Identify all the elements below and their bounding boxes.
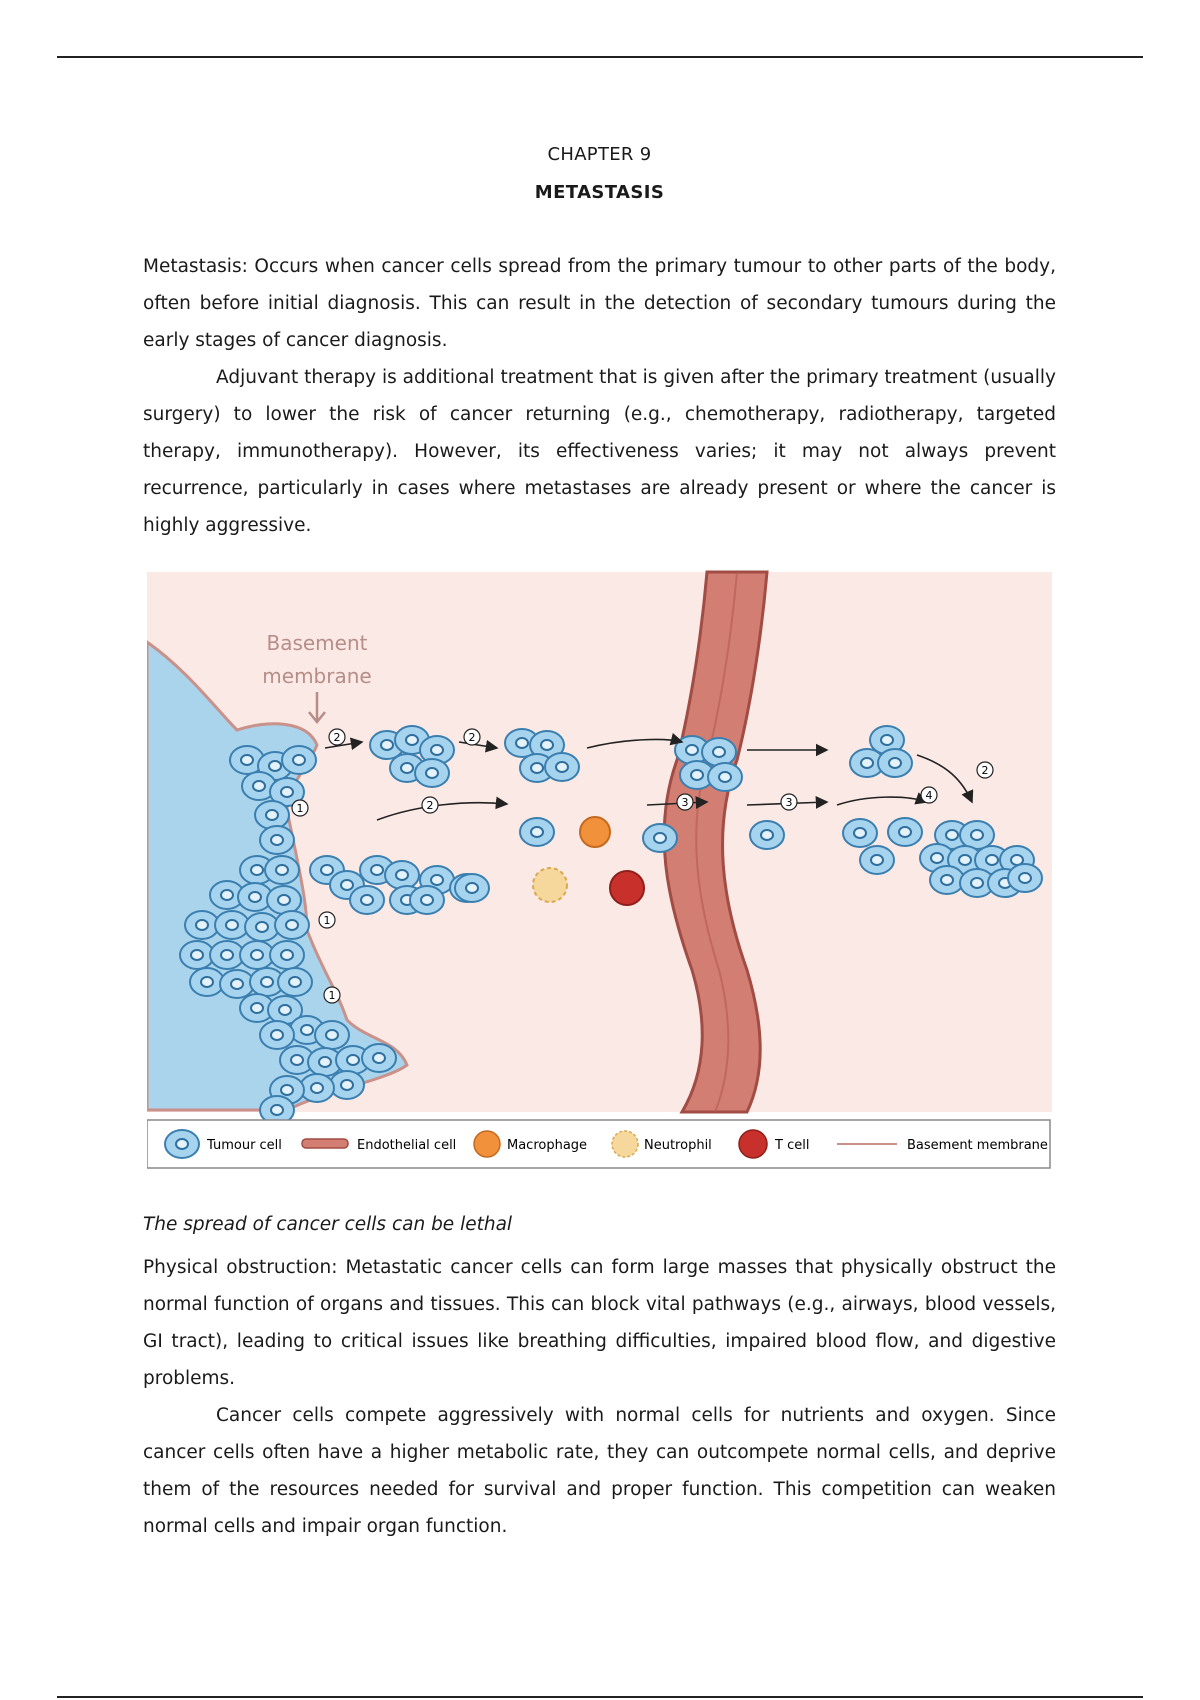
step-3-badge: 3 bbox=[681, 796, 689, 809]
t-cell-icon bbox=[739, 1130, 767, 1158]
top-rule bbox=[57, 56, 1143, 58]
legend-label-neutrophil: Neutrophil bbox=[644, 1138, 712, 1153]
section-heading: The spread of cancer cells can be lethal bbox=[143, 1214, 513, 1235]
legend-label-tumour: Tumour cell bbox=[207, 1138, 282, 1153]
legend-label-t-cell: T cell bbox=[775, 1138, 810, 1153]
intravasating-cluster bbox=[675, 736, 742, 791]
paragraph-physical-obstruction: Physical obstruction: Metastatic cancer cells can form large masses that physically obstruct the normal function of organs and tissues. This can block vital pathways (e.g., airways, blood vessels, GI tract), leading to critical issues like breathing difficulties, impaired blood flow, and digestive problems. bbox=[143, 1257, 1056, 1389]
step-1-badge: 1 bbox=[296, 802, 304, 815]
tumour-cell-icon bbox=[165, 1130, 199, 1158]
macrophage-icon bbox=[474, 1131, 500, 1157]
legend-label-basement: Basement membrane bbox=[907, 1138, 1048, 1153]
step-1-badge-b: 1 bbox=[323, 914, 331, 927]
t-cell bbox=[610, 871, 644, 905]
paragraph-metastasis-definition: Metastasis: Occurs when cancer cells spread from the primary tumour to other parts of the body, often before initial diagnosis. This can result in the detection of secondary tumours during the early stages of cancer diagnosis. bbox=[143, 256, 1056, 351]
basement-label-line1: Basement bbox=[266, 631, 368, 655]
paragraph-nutrient-competition: Cancer cells compete aggressively with normal cells for nutrients and oxygen. Since cancer cells often have a higher metabolic rate, they can outcompete normal cells, and deprive them of the resources needed for survival and proper function. This competition can weaken normal cells and impair organ function. bbox=[143, 1405, 1056, 1537]
basement-label-line2: membrane bbox=[262, 664, 372, 688]
macrophage-cell bbox=[580, 817, 610, 847]
step-4-badge: 4 bbox=[925, 789, 933, 802]
endothelial-cell-icon bbox=[302, 1139, 348, 1148]
chapter-title: METASTASIS bbox=[534, 182, 665, 203]
metastasis-diagram-svg bbox=[147, 570, 1052, 1170]
step-2-badge-b: 2 bbox=[468, 731, 476, 744]
step-3-badge-b: 3 bbox=[785, 796, 793, 809]
step-2-badge-d: 2 bbox=[981, 764, 989, 777]
step-1-badge-c: 1 bbox=[328, 989, 336, 1002]
metastasis-diagram bbox=[147, 570, 1052, 1170]
neutrophil-cell bbox=[533, 868, 567, 902]
step-2-badge-c: 2 bbox=[426, 799, 434, 812]
legend-label-endothelial: Endothelial cell bbox=[357, 1138, 457, 1153]
figure-legend bbox=[147, 1120, 1050, 1168]
legend-label-macrophage: Macrophage bbox=[507, 1138, 588, 1153]
chapter-number: CHAPTER 9 bbox=[547, 144, 652, 165]
step-2-badge: 2 bbox=[333, 731, 341, 744]
paragraph-adjuvant-therapy: Adjuvant therapy is additional treatment that is given after the primary treatment (usually surgery) to lower the risk of cancer returning (e.g., chemotherapy, radiotherapy, targeted therapy, immunotherapy). However, its effectiveness varies; it may not always prevent recurrence, particularly in cases where metastases are already present or where the cancer is highly aggressive. bbox=[143, 367, 1056, 536]
bottom-rule bbox=[57, 1696, 1143, 1698]
neutrophil-icon bbox=[612, 1131, 638, 1157]
